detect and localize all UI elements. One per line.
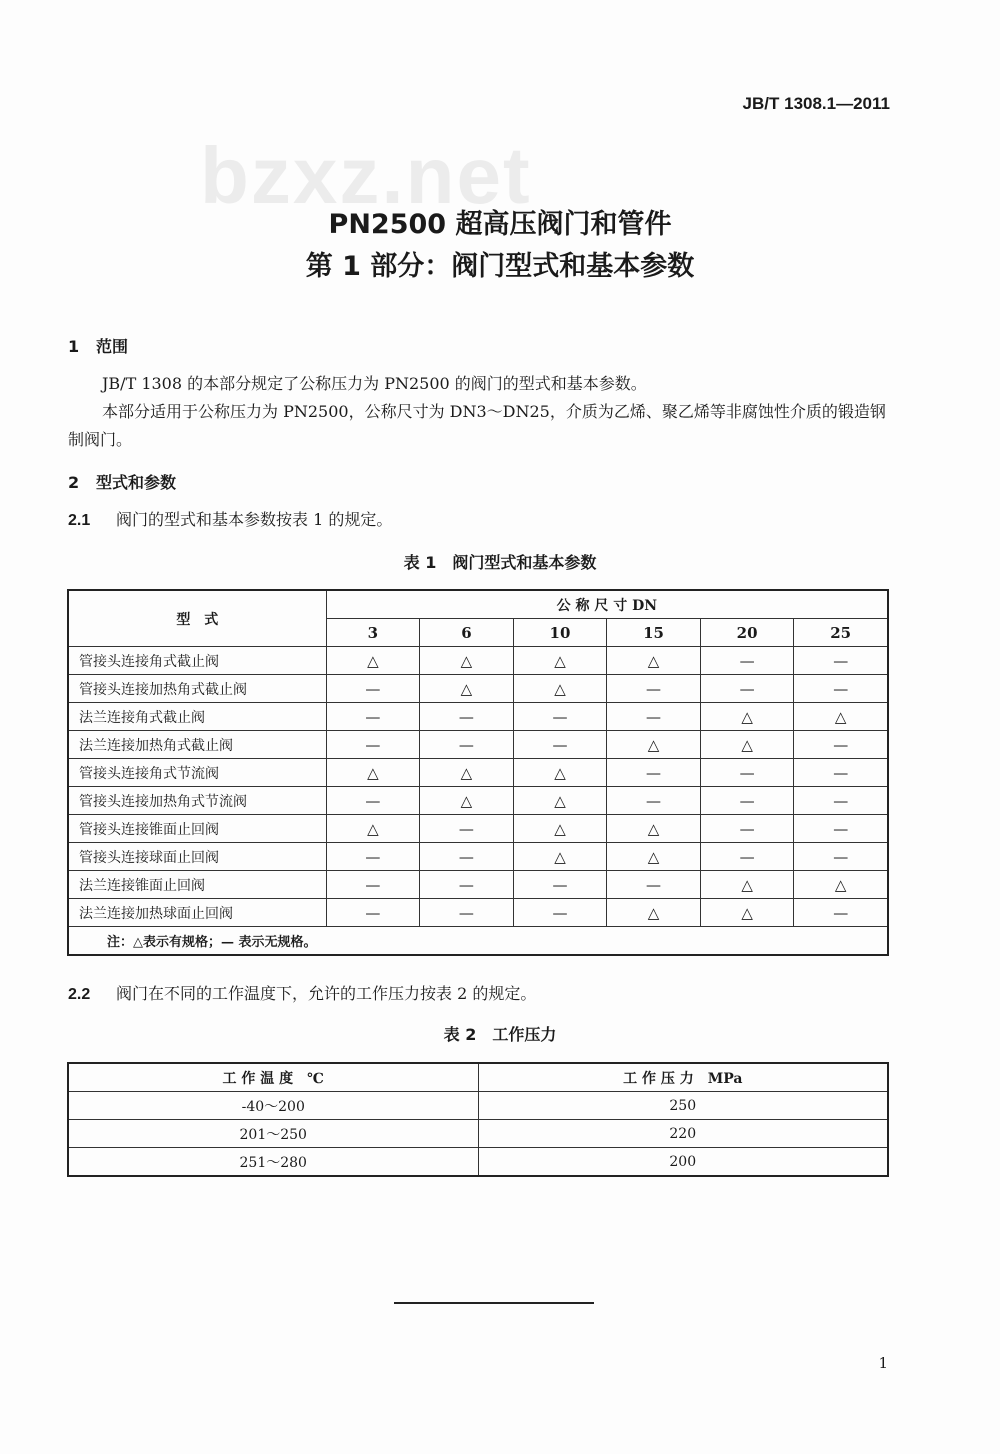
caption-number: 表 2: [443, 1025, 477, 1044]
availability-cell: —: [794, 787, 888, 815]
section-number: 2: [68, 473, 80, 492]
availability-cell: —: [326, 731, 420, 759]
valve-type-cell: 管接头连接加热角式截止阀: [68, 675, 326, 703]
table-2: [67, 1062, 889, 1177]
availability-cell: —: [700, 759, 794, 787]
availability-cell: △: [700, 899, 794, 927]
availability-cell: △: [607, 815, 701, 843]
table-note: 注：△表示有规格；— 表示无规格。: [68, 927, 888, 956]
availability-cell: △: [513, 815, 607, 843]
availability-cell: —: [794, 731, 888, 759]
availability-cell: —: [607, 871, 701, 899]
size-header: 公 称 尺 寸 DN: [326, 590, 888, 619]
availability-cell: △: [794, 703, 888, 731]
availability-cell: —: [794, 647, 888, 675]
watermark: bzxz.net: [200, 131, 532, 220]
table-row: [68, 759, 888, 787]
availability-cell: △: [794, 871, 888, 899]
availability-cell: △: [513, 647, 607, 675]
section-title: 型式和参数: [96, 473, 177, 492]
section-title: 范围: [96, 337, 129, 356]
temperature-cell: -40～200: [68, 1092, 478, 1120]
size-column-header: 25: [794, 619, 888, 647]
availability-cell: △: [700, 871, 794, 899]
title-line-1: PN2500 超高压阀门和管件: [328, 209, 672, 240]
availability-cell: △: [700, 731, 794, 759]
availability-cell: —: [420, 843, 514, 871]
availability-cell: —: [513, 899, 607, 927]
temperature-cell: 201～250: [68, 1120, 478, 1148]
valve-type-cell: 法兰连接加热球面止回阀: [68, 899, 326, 927]
availability-cell: —: [700, 675, 794, 703]
availability-cell: —: [326, 843, 420, 871]
table-1-caption: [0, 550, 1000, 573]
table-row: [68, 815, 888, 843]
section-1-paragraph-1: JB/T 1308 的本部分规定了公称压力为 PN2500 的阀门的型式和基本参数。: [102, 374, 647, 393]
availability-cell: △: [513, 787, 607, 815]
valve-type-cell: 法兰连接加热角式截止阀: [68, 731, 326, 759]
table-row: [68, 731, 888, 759]
table-row: [68, 1120, 888, 1148]
availability-cell: —: [607, 787, 701, 815]
availability-cell: —: [326, 675, 420, 703]
standard-number: JB/T 1308.1—2011: [742, 94, 890, 113]
availability-cell: —: [420, 731, 514, 759]
availability-cell: —: [420, 871, 514, 899]
availability-cell: —: [700, 815, 794, 843]
clause-2-2: [68, 980, 893, 1009]
availability-cell: △: [607, 731, 701, 759]
availability-cell: —: [700, 787, 794, 815]
valve-type-cell: 管接头连接锥面止回阀: [68, 815, 326, 843]
size-column-header: 6: [420, 619, 514, 647]
availability-cell: —: [607, 703, 701, 731]
availability-cell: —: [794, 843, 888, 871]
availability-cell: △: [607, 899, 701, 927]
availability-cell: △: [700, 703, 794, 731]
clause-number: 2.2: [68, 986, 91, 1003]
size-column-header: 3: [326, 619, 420, 647]
table-2-caption: [0, 1022, 1000, 1045]
availability-cell: △: [513, 843, 607, 871]
availability-cell: △: [513, 759, 607, 787]
section-number: 1: [68, 337, 80, 356]
size-column-header: 10: [513, 619, 607, 647]
clause-2-1: [68, 506, 893, 535]
availability-cell: △: [420, 759, 514, 787]
valve-type-cell: 法兰连接角式截止阀: [68, 703, 326, 731]
valve-type-cell: 管接头连接球面止回阀: [68, 843, 326, 871]
temperature-header: 工 作 温 度 ℃: [68, 1063, 478, 1092]
table-row: [68, 871, 888, 899]
pressure-header: 工 作 压 力 MPa: [478, 1063, 888, 1092]
availability-cell: —: [700, 647, 794, 675]
title-line-2: 第 1 部分：阀门型式和基本参数: [305, 251, 695, 282]
availability-cell: △: [420, 787, 514, 815]
valve-type-cell: 管接头连接角式节流阀: [68, 759, 326, 787]
page-number: 1: [878, 1354, 888, 1372]
availability-cell: —: [326, 703, 420, 731]
availability-cell: —: [513, 871, 607, 899]
clause-text: 阀门的型式和基本参数按表 1 的规定。: [116, 510, 393, 529]
availability-cell: —: [326, 787, 420, 815]
availability-cell: —: [326, 899, 420, 927]
temperature-cell: 251～280: [68, 1148, 478, 1177]
table-row: [68, 1148, 888, 1177]
size-column-header: 15: [607, 619, 701, 647]
availability-cell: —: [794, 899, 888, 927]
availability-cell: —: [326, 871, 420, 899]
caption-text: 工作压力: [492, 1025, 557, 1044]
availability-cell: △: [326, 647, 420, 675]
table-1: [67, 589, 889, 956]
valve-type-cell: 管接头连接角式截止阀: [68, 647, 326, 675]
availability-cell: △: [420, 675, 514, 703]
availability-cell: —: [607, 675, 701, 703]
caption-number: 表 1: [403, 553, 437, 572]
valve-type-cell: 管接头连接加热角式节流阀: [68, 787, 326, 815]
availability-cell: —: [794, 675, 888, 703]
availability-cell: —: [700, 843, 794, 871]
availability-cell: △: [607, 843, 701, 871]
section-1-paragraph-2: 本部分适用于公称压力为 PN2500，公称尺寸为 DN3～DN25，介质为乙烯、聚乙烯等非腐蚀性介质的锻造钢制阀门。: [68, 402, 886, 449]
size-column-header: 20: [700, 619, 794, 647]
pressure-cell: 220: [478, 1120, 888, 1148]
clause-number: 2.1: [68, 512, 91, 529]
valve-type-cell: 法兰连接锥面止回阀: [68, 871, 326, 899]
availability-cell: —: [794, 815, 888, 843]
table-header-row: [68, 1063, 888, 1092]
availability-cell: △: [607, 647, 701, 675]
availability-cell: △: [420, 647, 514, 675]
table-row: [68, 843, 888, 871]
availability-cell: —: [607, 759, 701, 787]
table-note-row: [68, 927, 888, 956]
availability-cell: —: [513, 703, 607, 731]
table-row: [68, 647, 888, 675]
availability-cell: △: [326, 815, 420, 843]
availability-cell: —: [420, 815, 514, 843]
availability-cell: △: [326, 759, 420, 787]
table-row: [68, 675, 888, 703]
pressure-cell: 250: [478, 1092, 888, 1120]
clause-text: 阀门在不同的工作温度下，允许的工作压力按表 2 的规定。: [116, 984, 537, 1003]
pressure-cell: 200: [478, 1148, 888, 1177]
section-2-heading: [68, 470, 176, 493]
type-header: 型 式: [68, 590, 326, 647]
table-row: [68, 1092, 888, 1120]
availability-cell: —: [420, 703, 514, 731]
table-row: [68, 899, 888, 927]
table-row: [68, 703, 888, 731]
table-row: [68, 787, 888, 815]
availability-cell: —: [794, 759, 888, 787]
section-1-heading: [68, 334, 128, 357]
end-rule: [394, 1302, 594, 1304]
table-header-row: [68, 590, 888, 619]
availability-cell: —: [420, 899, 514, 927]
caption-text: 阀门型式和基本参数: [452, 553, 597, 572]
availability-cell: —: [513, 731, 607, 759]
availability-cell: △: [513, 675, 607, 703]
